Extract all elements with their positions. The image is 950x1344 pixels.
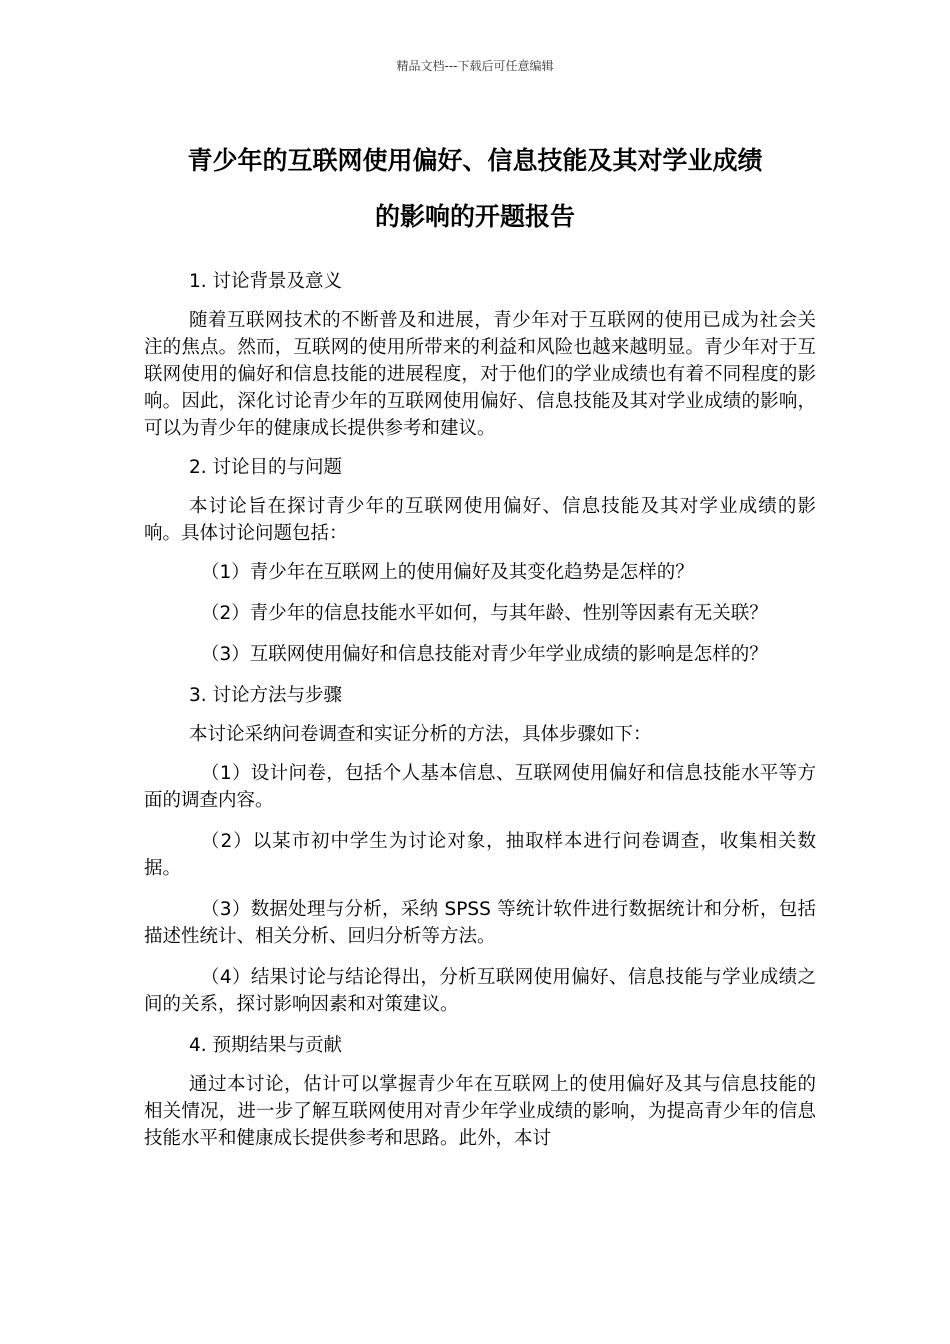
method-step: （3）数据处理与分析，采纳 SPSS 等统计软件进行数据统计和分析，包括描述性统计、相关分析、回归分析等方法。	[144, 899, 816, 947]
results-paragraph: 通过本讨论，估计可以掌握青少年在互联网上的使用偏好及其与信息技能的相关情况，进一步了解互联网使用对青少年学业成绩的影响，为提高青少年的信息技能水平和健康成长提供参考和思路。此外，本讨	[144, 1074, 816, 1149]
research-question: （2）青少年的信息技能水平如何，与其年龄、性别等因素有无关联？	[201, 603, 768, 624]
section-heading-results: 4. 预期结果与贡献	[189, 1035, 343, 1056]
section-heading-objectives: 2. 讨论目的与问题	[189, 457, 343, 478]
method-step: （2）以某市初中学生为讨论对象，抽取样本进行问卷调查，收集相关数据。	[144, 831, 816, 879]
title-line-1: 青少年的互联网使用偏好、信息技能及其对学业成绩	[187, 146, 763, 175]
objectives-paragraph: 本讨论旨在探讨青少年的互联网使用偏好、信息技能及其对学业成绩的影响。具体讨论问题包括：	[144, 496, 816, 544]
research-question: （1）青少年在互联网上的使用偏好及其变化趋势是怎样的？	[201, 562, 694, 583]
method-step: （4）结果讨论与结论得出，分析互联网使用偏好、信息技能与学业成绩之间的关系，探讨影响因素和对策建议。	[144, 967, 816, 1015]
section-heading-methods: 3. 讨论方法与步骤	[189, 685, 343, 706]
document-body	[144, 268, 816, 1164]
background-paragraph: 随着互联网技术的不断普及和进展，青少年对于互联网的使用已成为社会关注的焦点。然而，互联网的使用所带来的利益和风险也越来越明显。青少年对于互联网使用的偏好和信息技能的进展程度，对于他们的学业成绩也有着不同程度的影响。因此，深化讨论青少年的互联网使用偏好、信息技能及其对学业成绩的影响，可以为青少年的健康成长提供参考和建议。	[144, 310, 816, 439]
research-question: （3）互联网使用偏好和信息技能对青少年学业成绩的影响是怎样的？	[201, 644, 768, 665]
methods-paragraph: 本讨论采纳问卷调查和实证分析的方法，具体步骤如下：	[189, 724, 652, 745]
document-title	[140, 133, 810, 245]
method-step: （1）设计问卷，包括个人基本信息、互联网使用偏好和信息技能水平等方面的调查内容。	[144, 763, 816, 811]
page-header: 精品文档---下载后可任意编辑	[396, 59, 554, 73]
section-heading-background: 1. 讨论背景及意义	[189, 271, 343, 292]
title-line-2: 的影响的开题报告	[374, 202, 575, 231]
